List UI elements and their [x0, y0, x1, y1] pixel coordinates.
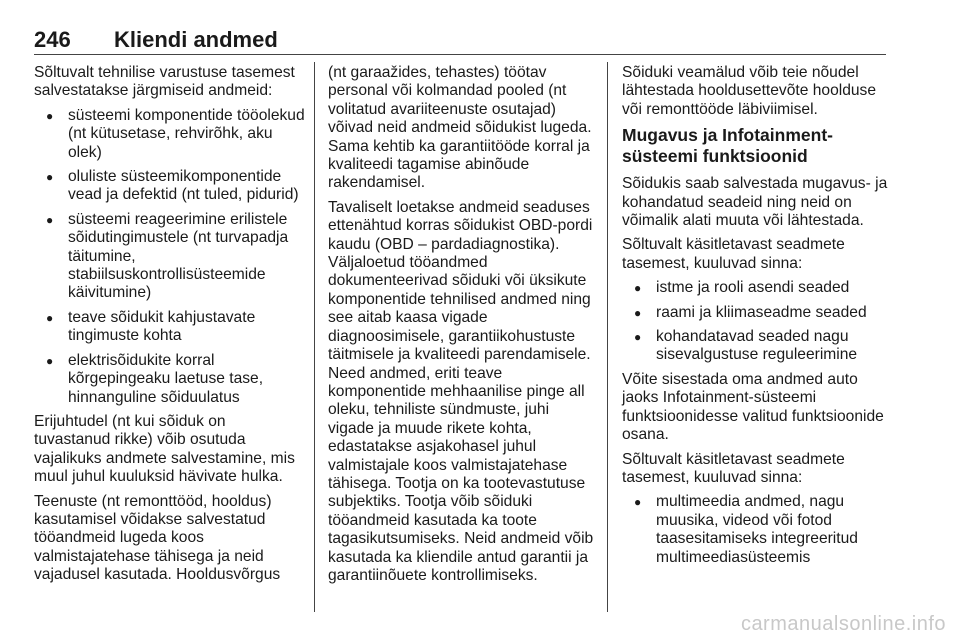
paragraph: Sõidukis saab salvestada mugavus- ja kohandatud seadeid ning neid on võimalik alati muuta või lähtestada. [622, 175, 888, 230]
list-item: ● süsteemi reageerimine erilistele sõidutingimustele (nt turvapadja täitumine, stabiilsuskontrollisüsteemide käivitumine) [34, 211, 306, 303]
paragraph: (nt garaažides, tehastes) töötav personal või kolmandad pooled (nt volitatud avariiteenuste osutajad) võivad neid andmeid sõidukist lugeda. Sama kehtib ka garantiitööde korral ja kvaliteedi tagamise abinõude rakendamisel. [328, 64, 592, 192]
paragraph: Sõltuvalt käsitletavast seadmete tasemest, kuuluvad sinna: [622, 450, 845, 486]
paragraph: Sõltuvalt tehnilise varustuse tasemest salvestatakse järgmiseid andmeid: [34, 64, 295, 100]
paragraph: Võite sisestada oma andmed auto jaoks Infotainment-süsteemi funktsioonidesse valitud funktsioonide osana. [622, 370, 884, 444]
paragraph: Teenuste (nt remonttööd, hooldus) kasutamisel võidakse salvestatud tööandmeid lugeda koos valmistajatehase tähisega ja neid vajadusel kasutada. Hooldusvõrgus [34, 492, 281, 584]
column-1 [34, 64, 306, 591]
bullet-list [622, 493, 890, 567]
bullet-list [622, 279, 890, 365]
column-divider [607, 62, 608, 612]
page-number: 246 [34, 27, 71, 52]
paragraph: Sõltuvalt käsitletavast seadmete tasemest, kuuluvad sinna: [622, 236, 845, 272]
bullet-list [34, 107, 306, 407]
list-item: ● süsteemi komponentide tööolekud (nt kütusetase, rehvirõhk, aku olek) [34, 107, 306, 162]
column-2 [328, 64, 596, 591]
list-item: ● kohandatavad seaded nagu sisevalgustuse reguleerimine [622, 328, 890, 365]
watermark: carmanualsonline.info [740, 613, 946, 635]
column-divider [314, 62, 315, 612]
column-3 [622, 64, 890, 573]
list-item: ● multimeedia andmed, nagu muusika, videod või fotod taasesitamiseks integreeritud multimeediasüsteemis [622, 493, 890, 567]
paragraph: Sõiduki veamälud võib teie nõudel lähtestada hooldusettevõte hoolduse või remonttööde läbiviimisel. [622, 64, 877, 118]
list-item: ● elektrisõidukite korral kõrgepingeaku laetuse tase, hinnanguline sõiduulatus [34, 352, 306, 407]
list-item: ● istme ja rooli asendi seaded [622, 279, 890, 297]
chapter-title: Kliendi andmed [114, 27, 278, 52]
list-item: ● oluliste süsteemikomponentide vead ja defektid (nt tuled, pidurid) [34, 168, 306, 205]
list-item: ● raami ja kliimaseadme seaded [622, 304, 890, 322]
paragraph: Erijuhtudel (nt kui sõiduk on tuvastanud rikke) võib osutuda vajalikuks andmete salvestamine, mis muul juhul kuuluksid hävivate hulka. [34, 412, 295, 486]
section-heading: Mugavus ja Infotainment-süsteemi funktsioonid [622, 125, 833, 167]
paragraph: Tavaliselt loetakse andmeid seaduses ettenähtud korras sõidukist OBD-pordi kaudu (OBD – pardadiagnostika). Väljaloetud tööandmed dokumenteerivad sõiduki või üksikute komponentide tehnilised andmed ning see aitab kaasa vigade diagnoosimisele, garantiikohustuste täitmisele ja kvaliteedi parendamisele. Need andmed, eriti teave komponentide mehhaanilise pinge all oleku, tehniliste sündmuste, juhi vigade ja muude rikete kohta, edastatakse asjakohasel juhul valmistajale koos valmistajatehase tähisega. Tootja on ka tootevastutuse subjektiks. Tootja võib sõiduki tööandmeid kasutada ka toote tagasikutsumiseks. Neid andmeid võib kasutada ka kliendile antud garantii ja garantiinõuete kontrollimiseks. [328, 198, 594, 584]
list-item: ● teave sõidukit kahjustavate tingimuste kohta [34, 309, 306, 346]
page-header [34, 28, 886, 55]
